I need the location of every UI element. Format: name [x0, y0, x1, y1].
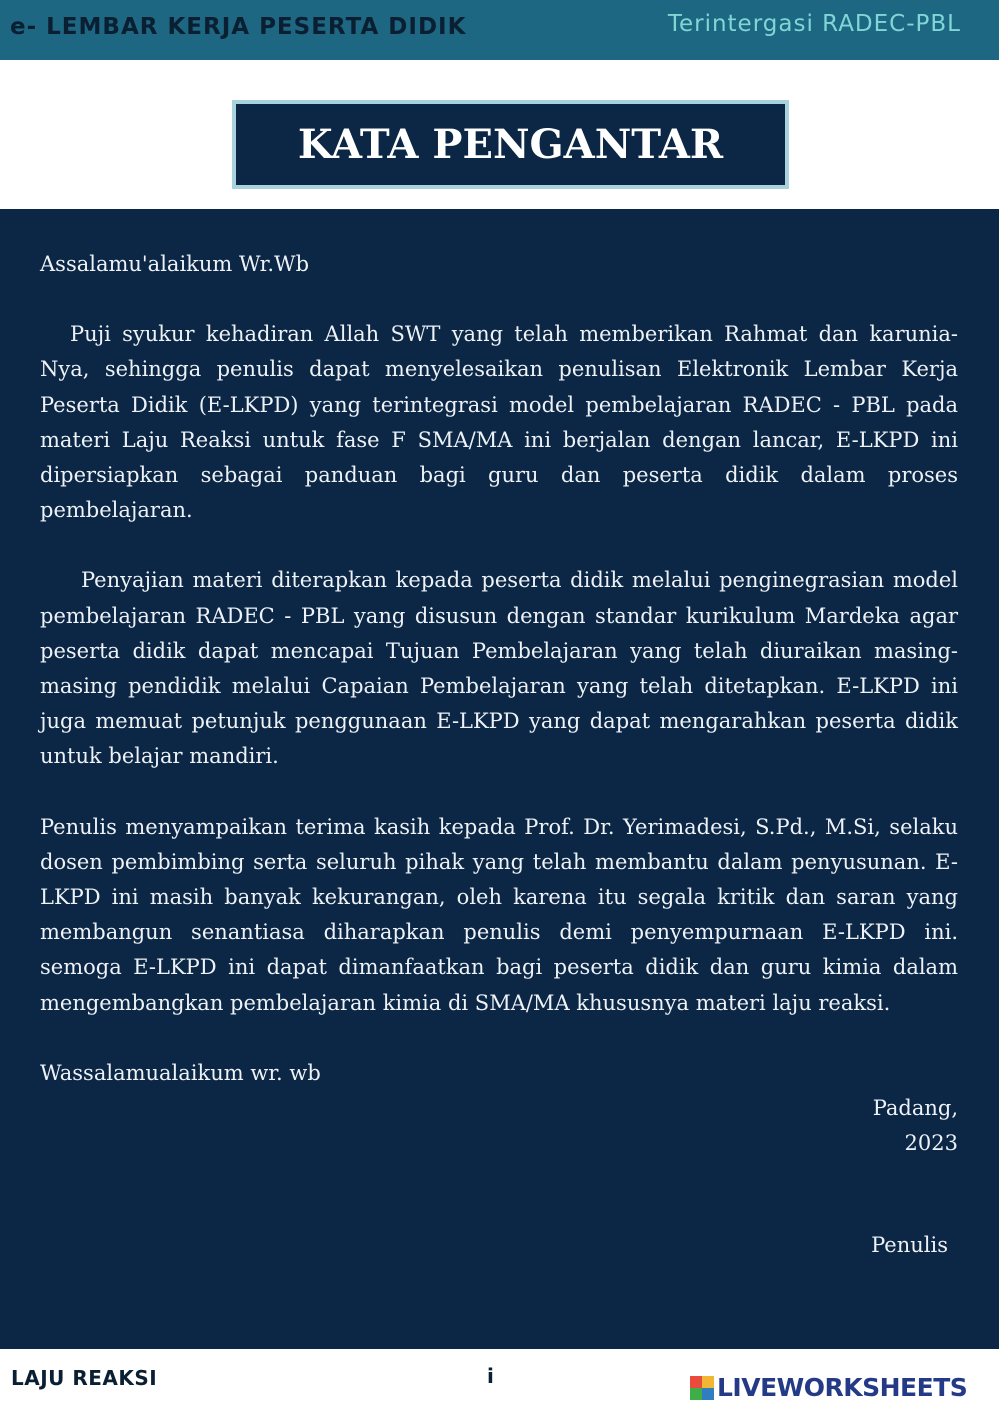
paragraph-1: Puji syukur kehadiran Allah SWT yang telah memberikan Rahmat dan karunia-Nya, sehingga penulis dapat menyelesaikan penulisan Elektronik Lembar Kerja Peserta Didik (E-LKPD) yang terintegrasi model pembelajaran RADEC - PBL pada materi Laju Reaksi untuk fase F SMA/MA ini berjalan dengan lancar, E-LKPD ini dipersiapkan sebagai panduan bagi guru dan peserta didik dalam proses pembelajaran.	[40, 322, 958, 523]
signature-place-date	[873, 1091, 958, 1161]
page-number: i	[487, 1364, 494, 1388]
brand-text: LIVEWORKSHEETS	[717, 1373, 968, 1402]
title-box	[232, 100, 789, 189]
header-left-title: e- LEMBAR KERJA PESERTA DIDIK	[10, 14, 467, 40]
logo-icon	[690, 1376, 714, 1400]
footer-topic: LAJU REAKSI	[11, 1366, 158, 1390]
page-title: KATA PENGANTAR	[297, 121, 724, 168]
year: 2023	[904, 1131, 958, 1156]
main-content-panel	[0, 209, 999, 1349]
liveworksheets-logo	[690, 1373, 967, 1402]
header-right-title: Terintergasi RADEC-PBL	[667, 11, 961, 37]
paragraph-2: Penyajian materi diterapkan kepada peserta didik melalui penginegrasian model pembelajaran RADEC - PBL yang disusun dengan standar kurikulum Mardeka agar peserta didik dapat mencapai Tujuan Pembelajaran yang telah diuraikan masing-masing pendidik melalui Capaian Pembelajaran yang telah ditetapkan. E-LKPD ini juga memuat petunjuk penggunaan E-LKPD yang dapat mengarahkan peserta didik untuk belajar mandiri.	[40, 568, 958, 769]
foreword-text	[40, 247, 958, 1091]
place: Padang,	[872, 1096, 958, 1120]
greeting: Assalamu'alaikum Wr.Wb	[40, 252, 310, 276]
paragraph-3: Penulis menyampaikan terima kasih kepada Prof. Dr. Yerimadesi, S.Pd., M.Si, selaku dosen pembimbing serta seluruh pihak yang telah membantu dalam penyusunan. E-LKPD ini masih banyak kekurangan, oleh karena itu segala kritik dan saran yang membangun senantiasa diharapkan penulis demi penyempurnaan E-LKPD ini. semoga E-LKPD ini dapat dimanfaatkan bagi peserta didik dan guru kimia dalam mengembangkan pembelajaran kimia di SMA/MA khususnya materi laju reaksi.	[40, 814, 958, 1015]
author: Penulis	[871, 1233, 948, 1257]
closing: Wassalamualaikum wr. wb	[40, 1060, 321, 1085]
page-header	[0, 0, 999, 60]
